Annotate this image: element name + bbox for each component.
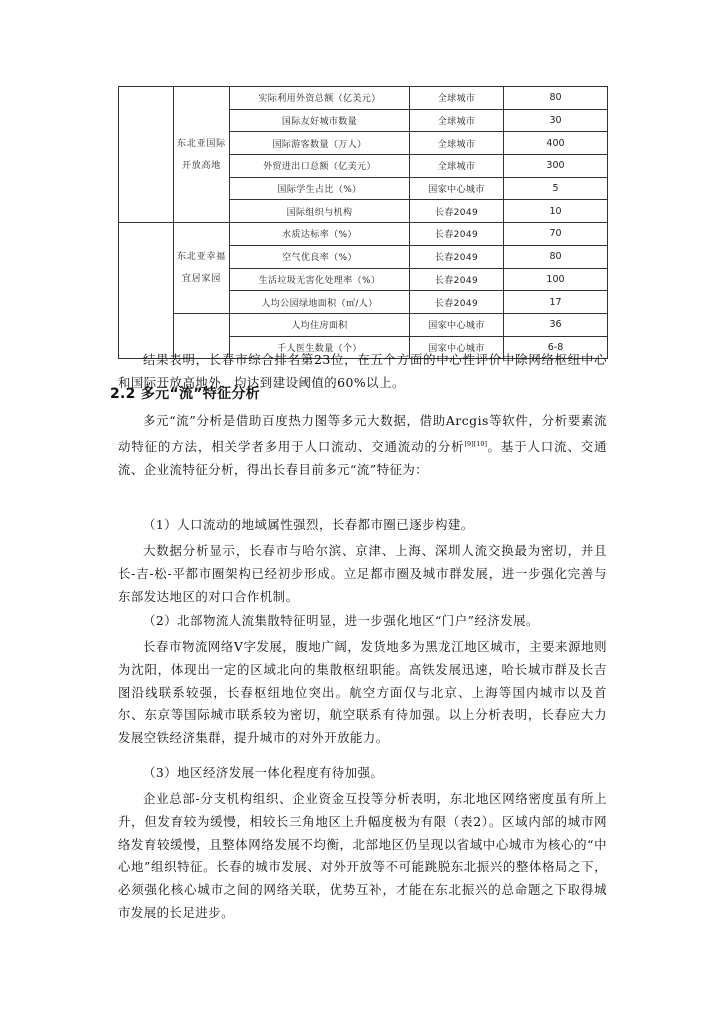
point1-body: 大数据分析显示，长春市与哈尔滨、京津、上海、深圳人流交换最为密切，并且长-吉-松-平都市圈架构已经初步形成。立足都市圈及城市群发展，进一步强化完善与东部发达地区的对口合作机制。 bbox=[118, 543, 607, 604]
category-cell bbox=[119, 223, 174, 359]
point3-heading: （3）地区经济发展一体化程度有待加强。 bbox=[143, 765, 384, 780]
indicator-cell: 生活垃圾无害化处理率（%） bbox=[230, 268, 410, 291]
group-cell: 东北亚幸福宜居家园 bbox=[174, 223, 230, 314]
benchmark-cell: 长春2049 bbox=[410, 200, 504, 223]
indicator-cell: 人均公园绿地面积（㎡/人） bbox=[230, 291, 410, 314]
indicator-cell: 国际组织与机构 bbox=[230, 200, 410, 223]
intro-paragraph bbox=[118, 410, 607, 481]
benchmark-cell: 长春2049 bbox=[410, 223, 504, 246]
point2-heading: （2）北部物流人流集散特征明显，进一步强化地区“门户”经济发展。 bbox=[143, 613, 539, 628]
value-cell: 80 bbox=[504, 87, 608, 110]
point3-body: 企业总部-分支机构组织、企业资金互投等分析表明，东北地区网络密度虽有所上升，但发育较为缓慢，相较长三角地区上升幅度极为有限（表2）。区域内部的城市网络发育较缓慢，且整体网络发展不均衡，北部地区仍呈现以省域中心城市为核心的“中心地”组织特征。长春的城市发展、对外开放等不可能跳脱东北振兴的整体格局之下，必须强化核心城市之间的网络关联，优势互补，才能在东北振兴的总命题之下取得城市发展的长足进步。 bbox=[118, 791, 607, 920]
value-cell: 30 bbox=[504, 109, 608, 132]
indicator-cell: 国际学生占比（%） bbox=[230, 177, 410, 200]
table-row bbox=[119, 87, 608, 110]
benchmark-cell: 长春2049 bbox=[410, 245, 504, 268]
value-cell: 70 bbox=[504, 223, 608, 246]
table-row bbox=[119, 223, 608, 246]
benchmark-cell: 国家中心城市 bbox=[410, 177, 504, 200]
result-paragraph: 结果表明，长春市综合排名第23位，在五个方面的中心性评价中除网络枢纽中心和国际开放高地外，均达到建设阈值的60%以上。 bbox=[118, 352, 607, 390]
indicator-table bbox=[118, 86, 608, 359]
value-cell: 80 bbox=[504, 245, 608, 268]
value-cell: 6-8 bbox=[504, 336, 608, 359]
citation[interactable]: [9][10] bbox=[464, 439, 488, 448]
intro-text: 多元“流”分析是借助百度热力图等多元大数据，借助Arcgis等软件，分析要素流动特征的方法，相关学者多用于人口流动、交通流动的分析 bbox=[118, 413, 607, 454]
indicator-cell: 水质达标率（%） bbox=[230, 223, 410, 246]
point2-body: 长春市物流网络V字发展，腹地广阔，发货地多为黑龙江地区城市，主要来源地则为沈阳，体现出一定的区域北向的集散枢纽职能。高铁发展迅速，哈长城市群及长吉图沿线联系较强，长春枢纽地位突出。航空方面仅与北京、上海等国内城市以及首尔、东京等国际城市联系较为密切，航空联系有待加强。以上分析表明，长春应大力发展空铁经济集群，提升城市的对外开放能力。 bbox=[118, 639, 607, 746]
benchmark-cell: 国家中心城市 bbox=[410, 313, 504, 336]
benchmark-cell: 国家中心城市 bbox=[410, 336, 504, 359]
value-cell: 5 bbox=[504, 177, 608, 200]
benchmark-cell: 长春2049 bbox=[410, 268, 504, 291]
table-row bbox=[119, 313, 608, 336]
benchmark-cell: 全球城市 bbox=[410, 132, 504, 155]
benchmark-cell: 全球城市 bbox=[410, 155, 504, 178]
benchmark-cell: 全球城市 bbox=[410, 87, 504, 110]
indicator-cell: 实际利用外资总额（亿美元） bbox=[230, 87, 410, 110]
category-cell bbox=[119, 87, 174, 223]
indicator-cell: 人均住房面积 bbox=[230, 313, 410, 336]
indicator-cell: 国际友好城市数量 bbox=[230, 109, 410, 132]
value-cell: 17 bbox=[504, 291, 608, 314]
benchmark-cell: 全球城市 bbox=[410, 109, 504, 132]
indicator-cell: 国际游客数量（万人） bbox=[230, 132, 410, 155]
indicator-cell: 外贸进出口总额（亿美元） bbox=[230, 155, 410, 178]
value-cell: 300 bbox=[504, 155, 608, 178]
value-cell: 400 bbox=[504, 132, 608, 155]
section-heading: 2.2 多元“流”特征分析 bbox=[110, 386, 260, 402]
indicator-cell: 千人医生数量（个） bbox=[230, 336, 410, 359]
value-cell: 36 bbox=[504, 313, 608, 336]
indicator-cell: 空气优良率（%） bbox=[230, 245, 410, 268]
intro-text-after: 。基于人口流、交通流、企业流特征分析，得出长春目前多元“流”特征为： bbox=[118, 438, 608, 477]
point1-heading: （1）人口流动的地域属性强烈，长春都市圈已逐步构建。 bbox=[143, 517, 474, 532]
group-cell: 东北亚国际开放高地 bbox=[174, 87, 230, 223]
value-cell: 100 bbox=[504, 268, 608, 291]
benchmark-cell: 长春2049 bbox=[410, 291, 504, 314]
value-cell: 10 bbox=[504, 200, 608, 223]
